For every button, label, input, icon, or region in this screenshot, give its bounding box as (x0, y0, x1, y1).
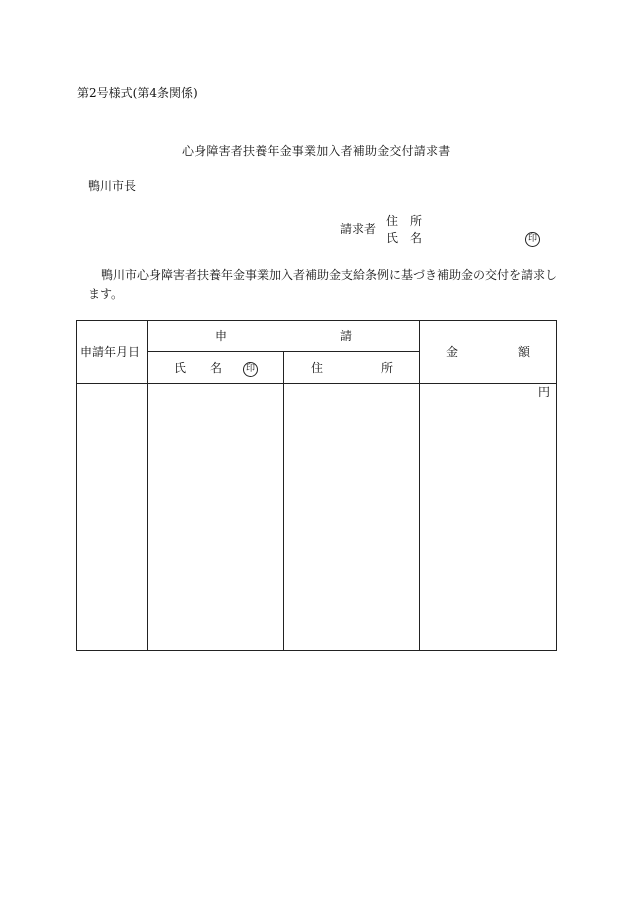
form-number: 第2号様式(第4条関係) (77, 86, 198, 100)
header-amount-char2: 額 (518, 345, 531, 359)
applicant-label: 請求者 (340, 222, 377, 236)
addressee: 鴨川市長 (88, 179, 137, 193)
application-date-cell[interactable] (77, 384, 147, 650)
yen-unit: 円 (538, 385, 551, 399)
applicant-address-label: 住 所 (386, 214, 423, 228)
header-name-char2: 名 (210, 361, 223, 375)
header-name-char1: 氏 (174, 361, 187, 375)
applicant-name-label: 氏 名 (386, 231, 423, 245)
document-title: 心身障害者扶養年金事業加入者補助金交付請求書 (182, 144, 451, 158)
header-seal-icon: 印 (243, 360, 258, 377)
header-address-char2: 所 (381, 361, 394, 375)
header-amount-char1: 金 (446, 345, 459, 359)
header-application-date: 申請年月日 (80, 345, 141, 359)
header-address-char1: 住 (311, 361, 324, 375)
amount-cell[interactable] (420, 400, 556, 650)
applicant-name-cell[interactable] (148, 384, 283, 650)
applicant-seal-icon: 印 (525, 230, 540, 247)
applicant-address-cell[interactable] (284, 384, 419, 650)
header-apply-char2: 請 (340, 329, 353, 343)
body-text-line2: ます。 (88, 287, 124, 301)
body-text-line1: 鴨川市心身障害者扶養年金事業加入者補助金支給条例に基づき補助金の交付を請求し (101, 268, 558, 282)
header-apply-char1: 申 (215, 329, 228, 343)
